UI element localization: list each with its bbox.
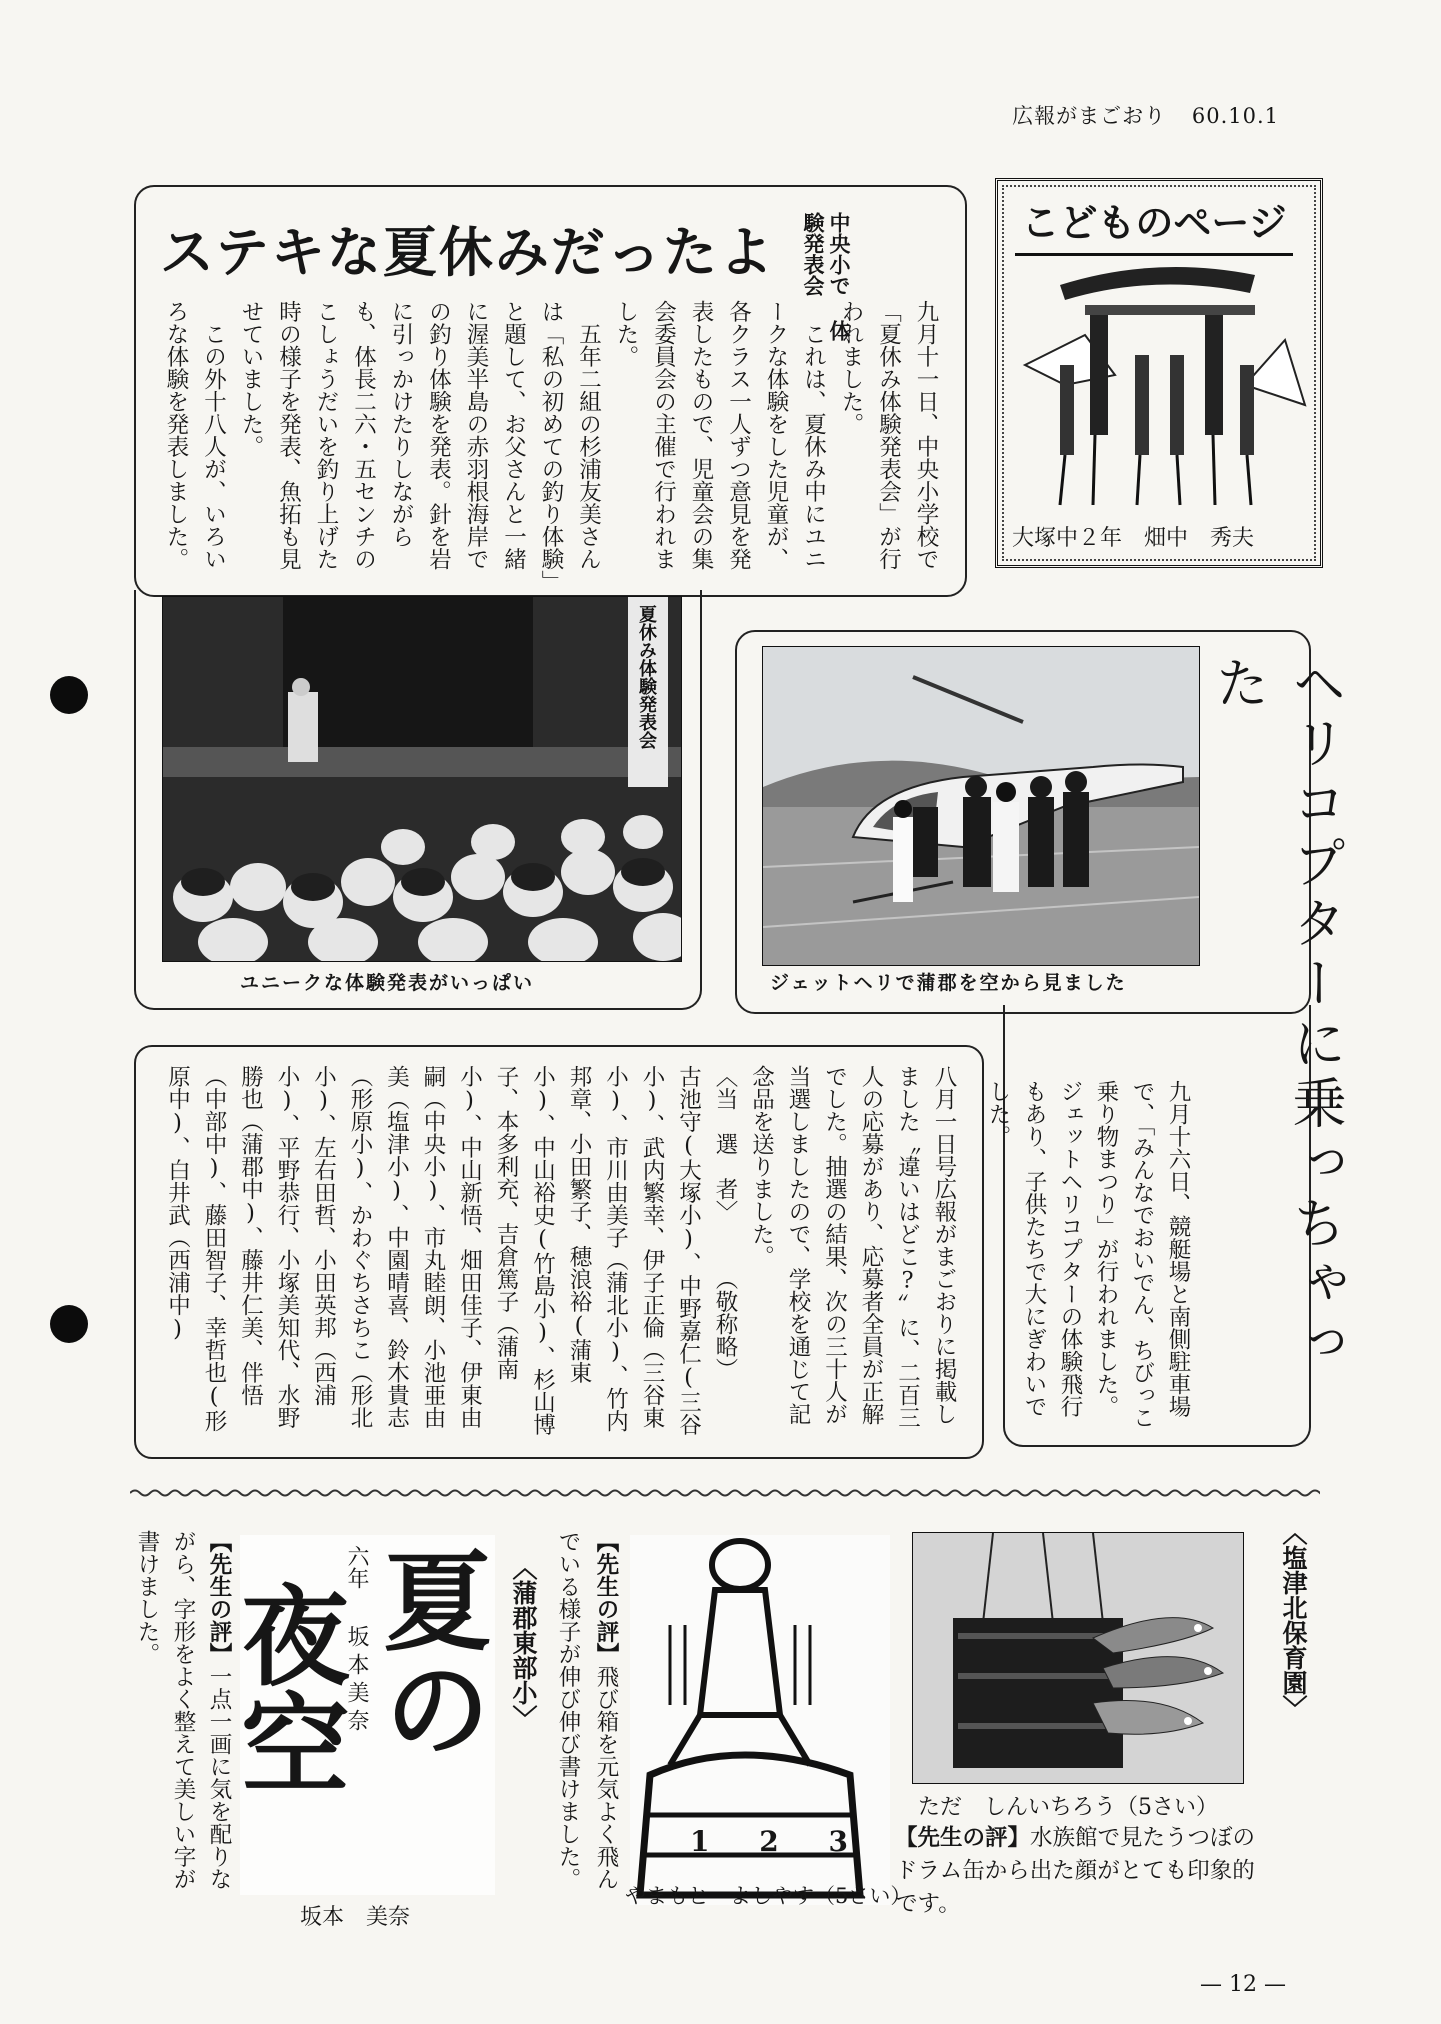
shiotsu-teacher-comment (895, 1822, 1275, 1921)
calligraphy-grade: 六年 (344, 1545, 369, 1589)
moray-eel-drawing (912, 1532, 1244, 1784)
presentation-photo-caption: ユニークな体験発表がいっぱい (240, 972, 535, 994)
article1-body: 九月十一日、中央小学校で「夏休み体験発表会」が行われました。 これは、夏休み中にユニークな体験をした児童が、各クラス一人ずつ意見を発表したもので、児童会の集会委員会の主催で行われました。 五年二組の杉浦友美さんは「私の初めての釣り体験」と題して、お父さんと一緒に渥美半島の赤羽根海岸での釣り体験を発表。針を岩に引っかけたりしながらも、体長二六・五センチのこしょうだいを釣り上げた時の様子を発表、魚拓も見せていました。 この外十八人が、いろいろな体験を発表しました。 (163, 300, 939, 582)
presentation-photo (162, 596, 682, 962)
helicopter-photo-caption: ジェットヘリで蒲郡を空から見ました (770, 972, 1127, 994)
page-number: — 12 — (1200, 1972, 1286, 1997)
calligraphy-line1: 夏の (365, 1545, 491, 1761)
gamagori-east-artist: やまもと よしやす（5さい） (625, 1884, 912, 1908)
publication-name: 広報がまごおり (1012, 104, 1167, 128)
teacher-comment-text: 一点一画に気を配りながら、字形をよく整えて美しい字が書けました。 (134, 1530, 232, 1890)
helicopter-photo (762, 646, 1200, 966)
calligraphy-work (223, 1535, 495, 1895)
event-banner-text: 夏休み体験発表会 (636, 605, 657, 749)
calligraphy-signature: 坂本美奈 (344, 1625, 369, 1737)
vaulting-box-drawing (630, 1535, 890, 1905)
binder-hole-bottom (50, 1305, 88, 1343)
teacher-comment-label: 【先生の評】 (206, 1530, 232, 1665)
article1-title: ステキな夏休みだったよ (160, 221, 775, 284)
kids-page-title: こどものページ (1015, 192, 1293, 256)
kids-page-artist: 大塚中２年 畑中 秀夫 (1012, 526, 1255, 551)
teacher-comment-text: 水族館で見たうつぼのドラム缶から出た顔がとても印象的です。 (895, 1825, 1256, 1917)
gamagori-east-teacher-comment (545, 1530, 625, 1900)
teacher-comment-label: 【先生の評】 (593, 1530, 619, 1665)
gamagori-east-school-label: 〈蒲郡東部小〉 (509, 1555, 538, 1730)
teacher-comment-text: 飛び箱を元気よく飛んでいる様子が伸び伸び書けました。 (555, 1530, 619, 1890)
teacher-comment-label: 【先生の評】 (895, 1825, 1031, 1851)
wavy-divider (130, 1488, 1320, 1498)
quiz-results-body: 八月一日号広報がまごおりに掲載しました〝違いはどこ?〟に、二百三人の応募があり、応募者全員が正解でした。抽選の結果、次の三十人が当選しましたので、学校を通じて記念品を送りました。 〈当 選 者〉 （敬称略） 古池守(大塚小)、中野嘉仁(三谷小)、武内繁幸、伊子正倫（三谷東小)、市川由美子（蒲北小)、竹内邦章、小田繁子、穂浪裕(蒲東小)、中山裕史(竹島小)、杉山博子、本多利充、吉倉篤子（蒲南小)、中山新悟、畑田佳子、伊東由嗣（中央小)、市丸睦朗、小池亜由美（塩津小)、中園晴喜、鈴木貴志（形原小)、かわぐちさちこ（形北小)、左右田哲、小田英邦（西浦小)、平野恭行、小塚美知代、水野勝也（蒲郡中)、藤井仁美、伴悟（中部中)、藤田智子、幸哲也(形原中)、白井武（西浦中) (164, 1065, 957, 1436)
shiotsu-artist: ただ しんいちろう（5さい） (918, 1795, 1218, 1820)
article2-title: ヘリコプターに乗っちゃった (1207, 655, 1347, 1375)
shiotsu-school-label: 〈塩津北保育園〉 (1279, 1520, 1308, 1720)
issue-date: 60.10.1 (1191, 104, 1279, 128)
binder-hole-top (50, 676, 88, 714)
article2-body: 九月十六日、競艇場と南側駐車場で、「みんなでおいでん、ちびっこ乗り物まつり」が行われました。ジェットヘリコプターの体験飛行もあり、子供たちで大にぎわいでした。 (985, 1080, 1191, 1429)
calligraphy-artist: 坂本 美奈 (300, 1905, 411, 1930)
page-header (1012, 100, 1279, 130)
torii-drawing (1005, 245, 1307, 515)
drawing-number-marks: 1 2 3 (690, 1825, 868, 1858)
calligraphy-teacher-comment (125, 1530, 237, 1890)
article1-subtitle: 中央小で 体験発表会 (801, 212, 851, 341)
calligraphy-line2: 夜空 (223, 1580, 349, 1796)
